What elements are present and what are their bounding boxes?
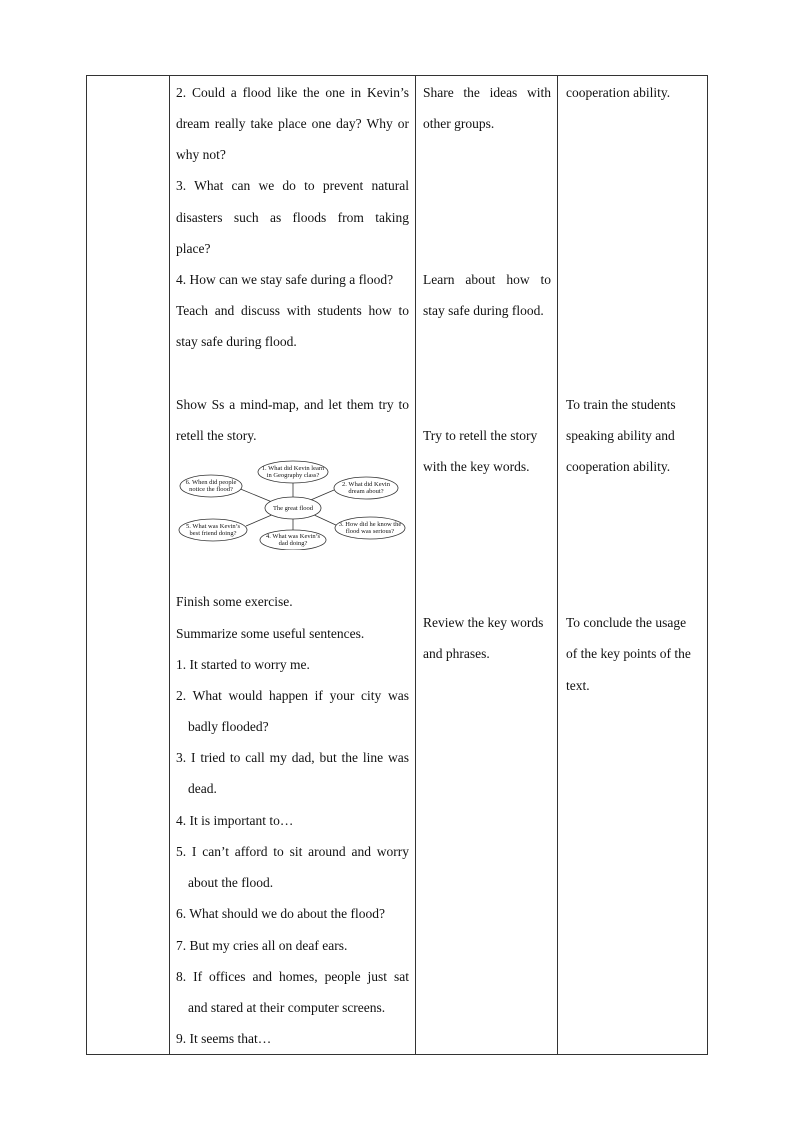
mind-map-node-5-text: best friend doing? [189,530,237,537]
sentence-3: dead. [188,781,217,796]
mind-map-instruction: retell the story. [176,428,257,443]
purpose-train: To train the students [566,397,676,412]
question-2-line: why not? [176,147,226,162]
mind-map-node-4-text: dad doing? [278,540,308,547]
purpose-column [558,76,709,1054]
sentence-6: 6. What should we do about the flood? [176,906,385,921]
mind-map-node-4-text: 4. What was Kevin’s [265,533,321,540]
mind-map-node-1-text: in Geography class? [266,472,320,479]
review-words: Review the key words [423,615,544,630]
question-3-line: place? [176,241,211,256]
summarize-instruction: Summarize some useful sentences. [176,626,365,641]
sentence-5: 5. I can’t afford to sit around and worry [176,844,409,859]
student-activity-column [416,76,557,1054]
teacher-activity-column [170,76,415,1054]
mind-map-node-6-text: notice the flood? [189,486,233,493]
mind-map-node-3-text: flood was serious? [345,528,395,535]
sentence-2: badly flooded? [188,719,269,734]
purpose-conclude: of the key points of the [566,646,691,661]
teach-line: stay safe during flood. [176,334,297,349]
share-ideas: Share the ideas with [423,85,551,100]
sentence-1: 1. It started to worry me. [176,657,310,672]
mind-map-instruction: Show Ss a mind-map, and let them try to [176,397,409,412]
purpose-train: speaking ability and [566,428,675,443]
question-3-line: 3. What can we do to prevent natural [176,178,409,193]
purpose-train: cooperation ability. [566,459,671,474]
sentence-9: 9. It seems that… [176,1031,272,1046]
teach-line: Teach and discuss with students how to [176,303,409,318]
review-words: and phrases. [423,646,490,661]
question-2-line: 2. Could a flood like the one in Kevin’s [176,85,409,100]
exercise-instruction: Finish some exercise. [176,594,293,609]
question-3-line: disasters such as floods from taking [176,210,409,225]
mind-map-diagram [178,458,408,550]
question-4: 4. How can we stay safe during a flood? [176,272,394,287]
sentence-5: about the flood. [188,875,274,890]
mind-map-node-5-text: 5. What was Kevin’s [185,523,241,530]
purpose-conclude: text. [566,678,590,693]
sentence-8: 8. If offices and homes, people just sat [176,969,409,984]
sentence-4: 4. It is important to… [176,813,294,828]
retell-story: with the key words. [423,459,530,474]
sentence-3: 3. I tried to call my dad, but the line was [176,750,409,765]
mind-map-node-6-text: 6. When did people [185,479,237,486]
sentence-7: 7. But my cries all on deaf ears. [176,938,348,953]
learn-safety: stay safe during flood. [423,303,544,318]
retell-story: Try to retell the story [423,428,538,443]
stage-column [87,76,169,1054]
learn-safety: Learn about how to [423,272,551,287]
lesson-plan-table [86,75,708,1055]
mind-map-center-label: The great flood [272,505,314,512]
sentence-2: 2. What would happen if your city was [176,688,409,703]
share-ideas: other groups. [423,116,495,131]
mind-map-node-2-text: dream about? [348,488,384,495]
purpose-conclude: To conclude the usage [566,615,687,630]
mind-map-node-1-text: 1. What did Kevin learn [261,465,325,472]
sentence-8: and stared at their computer screens. [188,1000,386,1015]
mind-map-node-2-text: 2. What did Kevin [342,481,390,488]
question-2-line: dream really take place one day? Why or [176,116,409,131]
purpose-cooperation: cooperation ability. [566,85,671,100]
mind-map-node-3-text: 3. How did he know the [338,521,402,528]
